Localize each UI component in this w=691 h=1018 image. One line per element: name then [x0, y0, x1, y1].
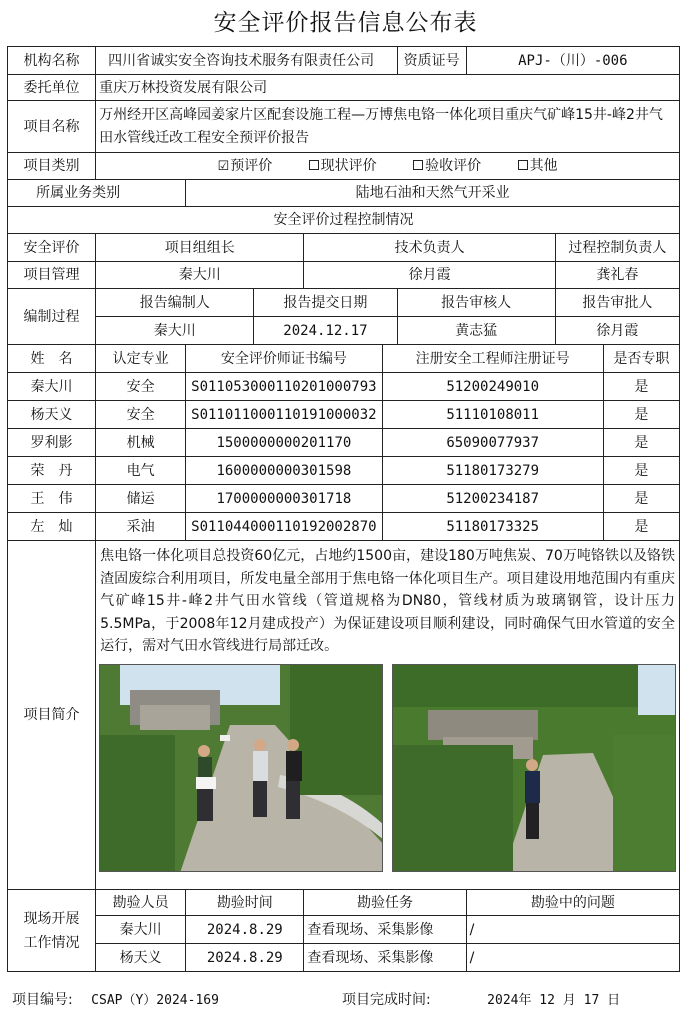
cert-label: 资质证号	[397, 47, 466, 75]
intro-cell	[96, 541, 680, 890]
table-row	[8, 916, 680, 944]
category-options	[96, 153, 680, 180]
staff-cert: 1700000000301718	[186, 485, 382, 513]
compile-reviewer: 黄志猛	[397, 317, 555, 345]
survey-task: 查看现场、采集影像	[304, 916, 466, 944]
staff-cert: 1500000000201170	[186, 429, 382, 457]
table-row	[8, 457, 680, 485]
survey-date: 2024.8.29	[186, 916, 304, 944]
staff-header-major: 认定专业	[96, 345, 186, 373]
staff-reg: 51200234187	[382, 485, 603, 513]
survey-label-line2: 工作情况	[23, 934, 80, 951]
staff-header-fulltime: 是否专职	[603, 345, 679, 373]
cert-value: APJ-（川）-006	[466, 47, 679, 75]
category-option-other[interactable]	[518, 157, 558, 175]
table-row	[8, 944, 680, 972]
staff-cert: 1600000000301598	[186, 457, 382, 485]
survey-issue: /	[466, 916, 679, 944]
category-option-status[interactable]	[309, 157, 377, 175]
staff-fulltime: 是	[603, 373, 679, 401]
survey-label-line1: 现场开展	[23, 910, 80, 927]
category-option-label: 验收评价	[425, 157, 482, 174]
process-header: 安全评价过程控制情况	[8, 207, 680, 234]
table-row	[8, 485, 680, 513]
survey-header-task: 勘验任务	[304, 890, 466, 916]
staff-major: 电气	[96, 457, 186, 485]
survey-person: 秦大川	[96, 916, 186, 944]
role-leader-person: 秦大川	[96, 262, 304, 289]
site-photo-1	[99, 664, 383, 872]
mgmt-label-1: 安全评价	[8, 234, 96, 262]
staff-name: 罗利影	[8, 429, 96, 457]
business-label: 所属业务类别	[8, 180, 186, 207]
category-option-acceptance[interactable]	[413, 157, 481, 175]
info-table	[7, 46, 680, 972]
survey-task: 查看现场、采集影像	[304, 944, 466, 972]
staff-header-reg: 注册安全工程师注册证号	[382, 345, 603, 373]
footer-done-value: 2024年 12 月 17 日	[487, 993, 621, 1008]
footer-code-label: 项目编号:	[12, 992, 73, 1008]
category-option-label: 其他	[529, 157, 558, 174]
footer-code-value: CSAP（Y）2024-169	[91, 993, 219, 1008]
staff-reg: 51180173325	[382, 513, 603, 541]
compile-date: 2024.12.17	[254, 317, 397, 345]
staff-major: 安全	[96, 373, 186, 401]
staff-header-cert: 安全评价师证书编号	[186, 345, 382, 373]
footer-done-label: 项目完成时间:	[342, 992, 431, 1008]
role-tech: 技术负责人	[304, 234, 555, 262]
business-value: 陆地石油和天然气开采业	[186, 180, 680, 207]
survey-person: 杨天义	[96, 944, 186, 972]
staff-reg: 51180173279	[382, 457, 603, 485]
compile-author: 秦大川	[96, 317, 254, 345]
survey-issue: /	[466, 944, 679, 972]
survey-header-person: 勘验人员	[96, 890, 186, 916]
staff-fulltime: 是	[603, 401, 679, 429]
staff-name: 荣 丹	[8, 457, 96, 485]
client-label: 委托单位	[8, 75, 96, 101]
survey-header-date: 勘验时间	[186, 890, 304, 916]
staff-name: 王 伟	[8, 485, 96, 513]
compile-label: 编制过程	[8, 289, 96, 345]
compile-header-reviewer: 报告审核人	[397, 289, 555, 317]
staff-fulltime: 是	[603, 429, 679, 457]
compile-header-author: 报告编制人	[96, 289, 254, 317]
category-option-label: 预评价	[230, 157, 273, 174]
staff-reg: 51110108011	[382, 401, 603, 429]
footer-done	[342, 989, 620, 1009]
footer-code	[12, 989, 219, 1009]
checkbox-icon	[413, 160, 423, 170]
staff-header-name: 姓 名	[8, 345, 96, 373]
checked-box-icon: ☑	[217, 158, 230, 174]
page-title: 安全评价报告信息公布表	[213, 10, 478, 36]
staff-cert: S011044000110192002870	[186, 513, 382, 541]
checkbox-icon	[309, 160, 319, 170]
staff-major: 机械	[96, 429, 186, 457]
role-control: 过程控制负责人	[555, 234, 679, 262]
compile-approver: 徐月霞	[555, 317, 679, 345]
intro-text: 焦电铬一体化项目总投资60亿元，占地约1500亩，建设180万吨焦炭、70万吨铬铁以及铬铁渣固废综合利用项目，所发电量全部用于焦电铬一体化项目生产。项目建设用地范围内有重庆气矿峰15井-峰2井气田水管线（管道规格为DN80，管线材质为玻璃钢管，设计压力5.5MPa，于2008年12月建成投产）为保证建设项目顺利建设，同时确保气田水管道的安全运行，需对气田水管线进行局部迁改。	[100, 548, 675, 654]
staff-major: 采油	[96, 513, 186, 541]
staff-cert: S011011000110191000032	[186, 401, 382, 429]
survey-date: 2024.8.29	[186, 944, 304, 972]
category-label: 项目类别	[8, 153, 96, 180]
staff-name: 秦大川	[8, 373, 96, 401]
table-row	[8, 429, 680, 457]
compile-header-approver: 报告审批人	[555, 289, 679, 317]
role-tech-person: 徐月霞	[304, 262, 555, 289]
staff-cert: S011053000110201000793	[186, 373, 382, 401]
compile-header-date: 报告提交日期	[254, 289, 397, 317]
staff-reg: 65090077937	[382, 429, 603, 457]
mgmt-label-2: 项目管理	[8, 262, 96, 289]
staff-fulltime: 是	[603, 457, 679, 485]
site-photo-2	[392, 664, 676, 872]
org-label: 机构名称	[8, 47, 96, 75]
role-leader: 项目组组长	[96, 234, 304, 262]
survey-header-issue: 勘验中的问题	[466, 890, 679, 916]
staff-fulltime: 是	[603, 485, 679, 513]
table-row	[8, 513, 680, 541]
client-value: 重庆万林投资发展有限公司	[96, 75, 680, 101]
org-value: 四川省诚实安全咨询技术服务有限责任公司	[96, 47, 397, 75]
staff-reg: 51200249010	[382, 373, 603, 401]
photo-row	[96, 658, 679, 875]
staff-major: 安全	[96, 401, 186, 429]
staff-name: 杨天义	[8, 401, 96, 429]
staff-name: 左 灿	[8, 513, 96, 541]
table-row	[8, 373, 680, 401]
category-option-label: 现状评价	[320, 157, 377, 174]
table-row	[8, 401, 680, 429]
category-option-pre[interactable]	[218, 157, 273, 176]
staff-major: 储运	[96, 485, 186, 513]
staff-fulltime: 是	[603, 513, 679, 541]
checkbox-icon	[518, 160, 528, 170]
project-label: 项目名称	[8, 101, 96, 153]
role-control-person: 龚礼春	[555, 262, 679, 289]
survey-label	[8, 890, 96, 972]
project-value: 万州经开区高峰园姜家片区配套设施工程—万博焦电铬一体化项目重庆气矿峰15井-峰2井气田水管线迁改工程安全预评价报告	[96, 101, 680, 153]
intro-label: 项目简介	[8, 541, 96, 890]
